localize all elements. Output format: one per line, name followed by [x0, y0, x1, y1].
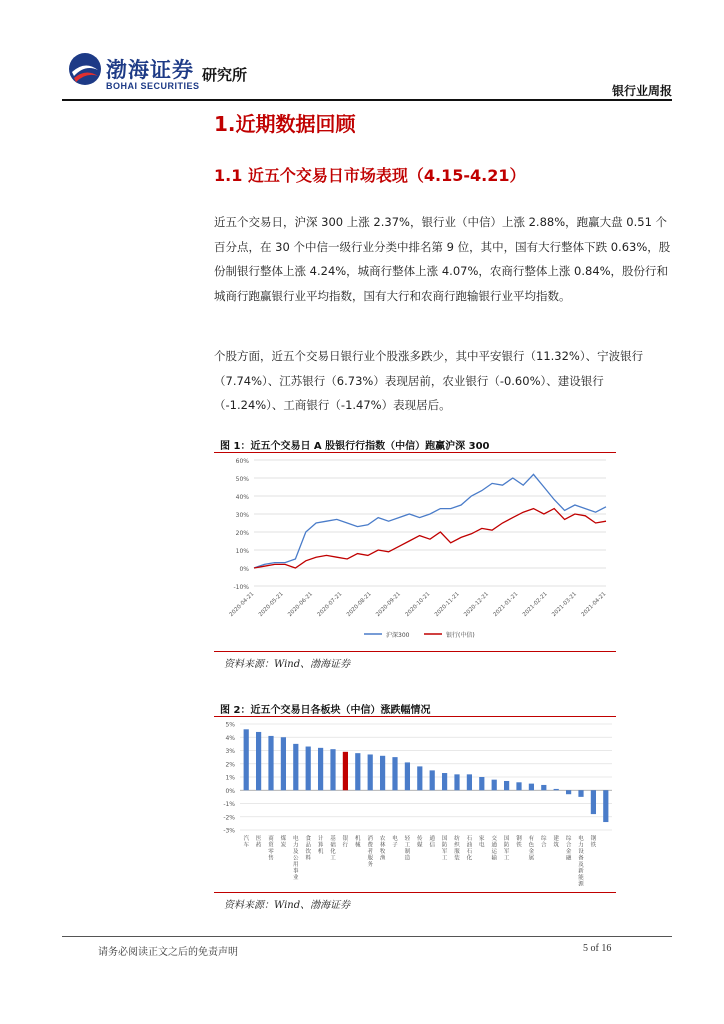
x-tick-label: 2021-02-21	[521, 591, 549, 619]
x-category-label: 钢铁	[516, 836, 522, 849]
figure2-bottom-rule	[214, 892, 616, 893]
paragraph-market-performance: 近五个交易日，沪深 300 上涨 2.37%，银行业（中信）上涨 2.88%，跑赢大盘 0.51 个百分点，在 30 个中信一级行业分类中排名第 9 位，其中，国有大行整体下跌 0.63%，股份制银行整体上涨 4.24%，城商行整体上涨 4.07%，农商行整体上涨 0.84%，股份行和城商行跑赢银行业平均指数，国有大行和农商行跑输银行业平均指数。	[214, 215, 671, 303]
paragraph-stock-performance: 个股方面，近五个交易日银行业个股涨多跌少，其中平安银行（11.32%）、宁波银行（7.74%）、江苏银行（6.73%）表现居前，农业银行（-0.60%）、建设银行（-1.24%）、工商银行（-1.47%）表现居后。	[214, 349, 644, 412]
bar	[293, 744, 298, 790]
y-tick-label: 3%	[225, 748, 235, 755]
series-line-bank	[254, 509, 606, 568]
bar	[368, 754, 373, 790]
bar	[591, 790, 596, 814]
y-tick-label: 40%	[235, 494, 249, 501]
x-category-label: 医药	[255, 836, 262, 849]
x-category-label: 纺织服装	[454, 836, 460, 862]
bar	[268, 736, 273, 790]
x-category-label: 电子	[392, 836, 398, 849]
bar	[380, 756, 385, 790]
bar	[541, 785, 546, 790]
bar	[306, 747, 311, 791]
bar	[467, 774, 472, 790]
brand-name-cn: 渤海证券	[106, 57, 194, 82]
y-tick-label: 0%	[239, 566, 249, 573]
bar	[417, 766, 422, 790]
bar	[479, 777, 484, 790]
figure2-top-rule	[214, 716, 616, 717]
x-category-label: 有色金属	[528, 836, 535, 862]
y-tick-label: 0%	[225, 787, 235, 795]
x-tick-label: 2020-11-21	[433, 591, 461, 619]
x-category-label: 银行	[342, 836, 349, 849]
bar	[454, 774, 459, 790]
y-tick-label: 4%	[225, 734, 235, 742]
department-label: 研究所	[202, 66, 248, 84]
x-category-label: 食品饮料	[305, 836, 311, 862]
header-divider	[62, 99, 672, 101]
y-tick-label: 2%	[225, 761, 235, 769]
bar	[330, 749, 335, 790]
x-category-label: 石油石化	[466, 836, 473, 862]
x-category-label: 通信	[429, 836, 435, 849]
bar	[430, 770, 435, 790]
x-category-label: 国防军工	[503, 836, 510, 862]
footer-page-number: 5 of 16	[583, 943, 612, 954]
x-category-label: 计算机	[317, 836, 324, 855]
bar	[392, 757, 397, 790]
bar	[492, 780, 497, 791]
x-category-label: 机械	[355, 836, 361, 849]
y-tick-label: 50%	[235, 476, 249, 483]
x-category-label: 交通运输	[491, 836, 497, 862]
bar	[244, 729, 249, 790]
brand-name-en: BOHAI SECURITIES	[106, 81, 200, 91]
x-category-label: 煤炭	[280, 836, 287, 849]
y-tick-label: 60%	[235, 458, 249, 465]
figure1-line-chart	[214, 454, 616, 650]
bar	[442, 773, 447, 790]
figure1-source: 资料来源：Wind、渤海证券	[224, 659, 351, 670]
x-category-label: 电力及公用事业	[293, 836, 299, 881]
x-category-label: 汽车	[243, 836, 249, 849]
x-tick-label: 2020-12-21	[463, 591, 491, 619]
bar	[578, 790, 583, 797]
page-header	[62, 40, 672, 100]
x-tick-label: 2020-04-21	[228, 591, 256, 619]
series-line-hs300	[254, 474, 606, 568]
x-category-label: 综合金融	[565, 836, 572, 862]
figure2-source: 资料来源：Wind、渤海证券	[224, 900, 351, 911]
x-category-label: 电力设备及新能源	[578, 836, 584, 888]
legend-label: 银行(中信)	[446, 632, 475, 639]
bar	[256, 732, 261, 790]
y-tick-label: 20%	[235, 530, 249, 537]
report-type-label: 银行业周报	[611, 84, 672, 98]
x-tick-label: 2020-06-21	[287, 591, 315, 619]
x-tick-label: 2021-04-21	[580, 591, 608, 619]
bar	[603, 790, 608, 822]
footer-divider	[62, 936, 672, 937]
x-tick-label: 2021-03-21	[551, 591, 579, 619]
legend-label: 沪深300	[386, 632, 410, 639]
x-category-label: 商贸零售	[268, 836, 274, 862]
x-category-label: 钢铁	[590, 836, 597, 849]
bar	[405, 762, 410, 790]
bar	[343, 752, 348, 790]
x-tick-label: 2020-07-21	[316, 591, 344, 619]
bar	[554, 789, 559, 790]
figure1-top-rule	[214, 452, 616, 453]
y-tick-label: 30%	[235, 512, 249, 519]
y-tick-label: -3%	[223, 827, 235, 835]
y-tick-label: 5%	[225, 721, 235, 729]
bar	[566, 790, 571, 794]
x-category-label: 消费者服务	[367, 836, 373, 868]
y-tick-label: -10%	[233, 584, 249, 591]
subsection-heading: 1.1 近五个交易日市场表现（4.15-4.21）	[214, 166, 526, 185]
y-tick-label: 10%	[235, 548, 249, 555]
x-tick-label: 2020-08-21	[345, 591, 373, 619]
bohai-logo-icon	[68, 52, 102, 86]
x-category-label: 基础化工	[330, 836, 336, 862]
bar	[281, 737, 286, 790]
x-tick-label: 2020-09-21	[375, 591, 403, 619]
y-tick-label: -2%	[223, 814, 235, 822]
x-category-label: 轻工制造	[404, 836, 411, 862]
figure2-title: 图 2：近五个交易日各板块（中信）涨跌幅情况	[220, 705, 431, 716]
bar	[516, 782, 521, 790]
y-tick-label: -1%	[223, 801, 235, 808]
x-category-label: 建筑	[553, 836, 559, 849]
bar	[318, 748, 323, 790]
x-category-label: 综合	[541, 836, 547, 849]
x-category-label: 农林牧渔	[379, 836, 386, 862]
x-tick-label: 2020-05-21	[257, 591, 285, 619]
figure1-bottom-rule	[214, 651, 616, 652]
y-tick-label: 1%	[225, 774, 235, 782]
bar	[355, 753, 360, 790]
x-tick-label: 2021-01-21	[492, 591, 520, 619]
bar	[504, 781, 509, 790]
x-category-label: 国防军工	[441, 836, 448, 862]
bar	[529, 784, 534, 791]
footer-disclaimer: 请务必阅读正文之后的免责声明	[98, 947, 238, 958]
x-tick-label: 2020-10-21	[404, 591, 432, 619]
figure2-bar-chart	[214, 718, 616, 890]
section-heading: 1.近期数据回顾	[214, 112, 356, 136]
x-category-label: 家电	[479, 836, 485, 849]
figure1-title: 图 1：近五个交易日 A 股银行行指数（中信）跑赢沪深 300	[220, 441, 490, 452]
x-category-label: 传媒	[417, 836, 423, 849]
